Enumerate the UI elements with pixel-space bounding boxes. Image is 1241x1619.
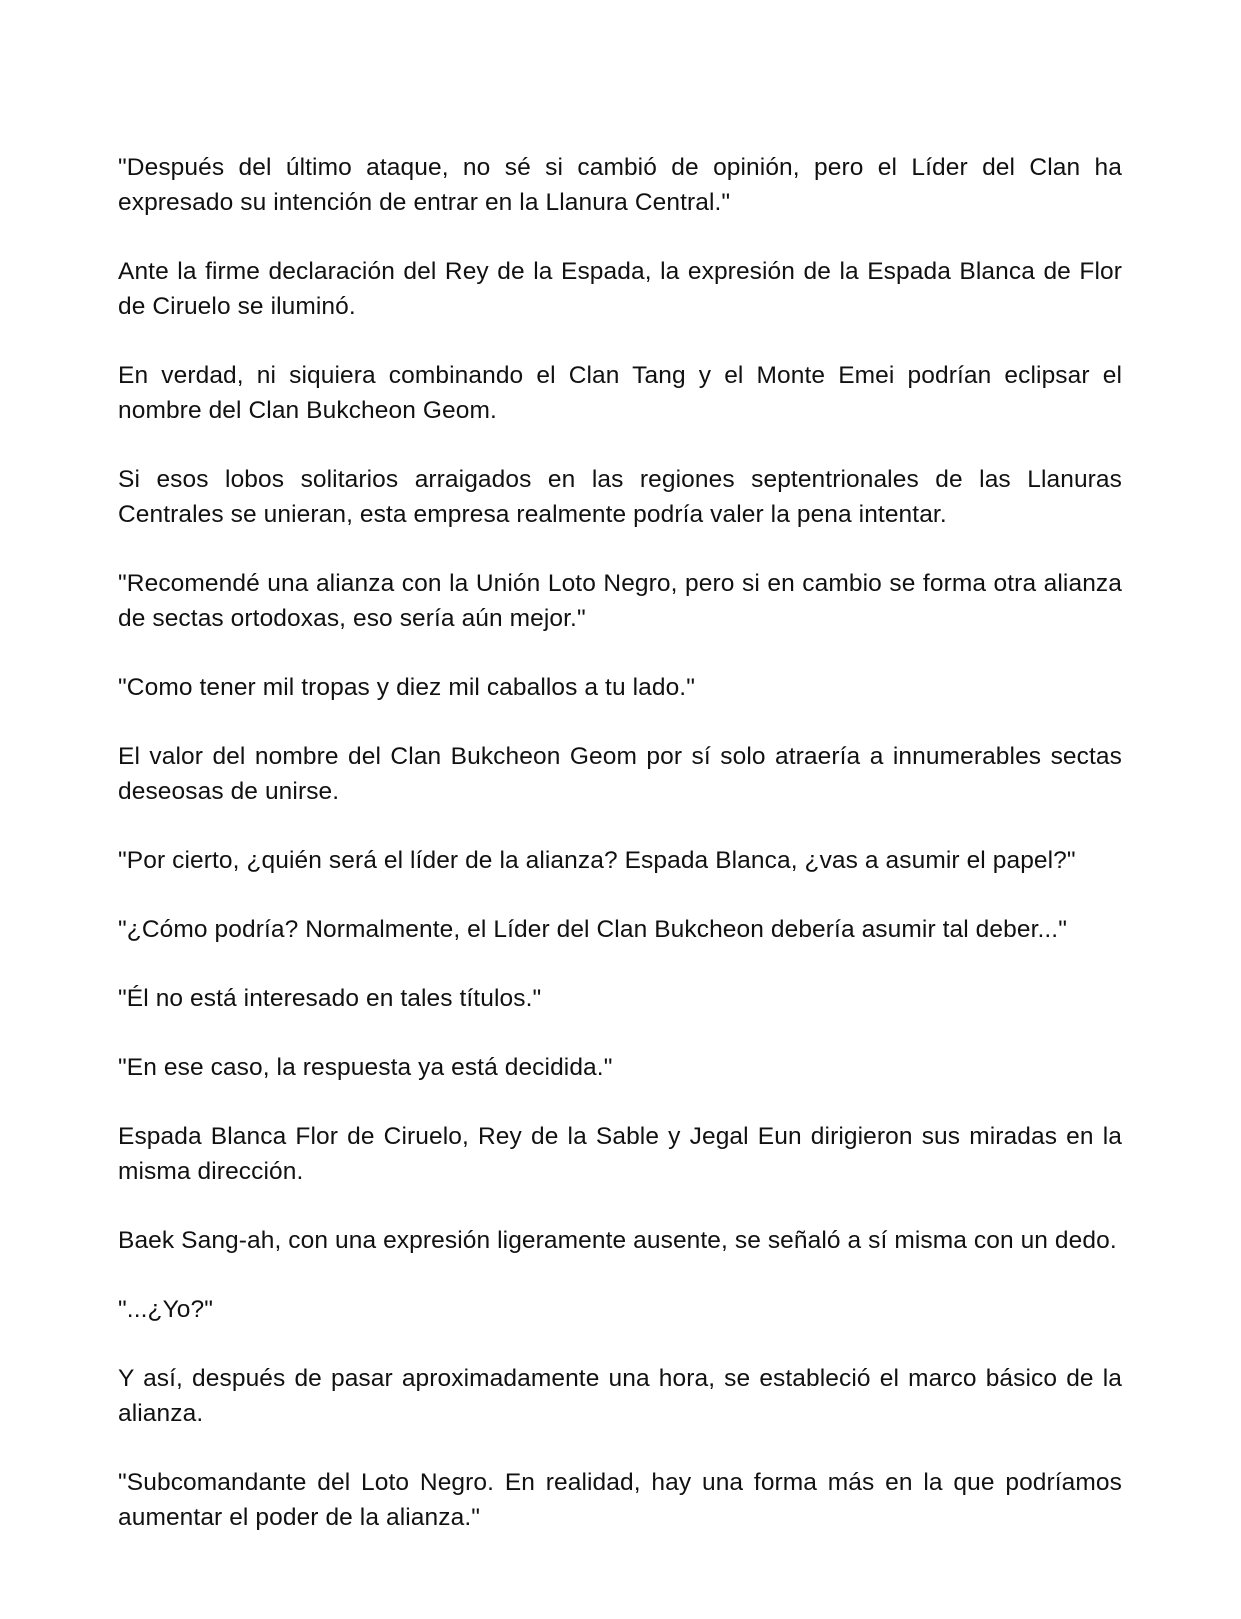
paragraph: "Después del último ataque, no sé si cambió de opinión, pero el Líder del Clan ha expresado su intención de entrar en la Llanura Central.": [118, 154, 1122, 216]
paragraph: "Por cierto, ¿quién será el líder de la alianza? Espada Blanca, ¿vas a asumir el papel?": [118, 847, 1076, 874]
paragraph: En verdad, ni siquiera combinando el Clan Tang y el Monte Emei podrían eclipsar el nombre del Clan Bukcheon Geom.: [118, 362, 1122, 424]
paragraph: Baek Sang-ah, con una expresión ligeramente ausente, se señaló a sí misma con un dedo.: [118, 1227, 1117, 1254]
paragraph: El valor del nombre del Clan Bukcheon Geom por sí solo atraería a innumerables sectas deseosas de unirse.: [118, 743, 1122, 805]
paragraph: "Subcomandante del Loto Negro. En realidad, hay una forma más en la que podríamos aumentar el poder de la alianza.": [118, 1469, 1122, 1531]
document-body: [118, 150, 1122, 1569]
paragraph: "En ese caso, la respuesta ya está decidida.": [118, 1054, 613, 1081]
paragraph: "¿Cómo podría? Normalmente, el Líder del Clan Bukcheon debería asumir tal deber...": [118, 916, 1068, 943]
paragraph: "Como tener mil tropas y diez mil caballos a tu lado.": [118, 674, 696, 701]
paragraph: Ante la firme declaración del Rey de la Espada, la expresión de la Espada Blanca de Flor de Ciruelo se iluminó.: [118, 258, 1122, 320]
paragraph: "Recomendé una alianza con la Unión Loto Negro, pero si en cambio se forma otra alianza de sectas ortodoxas, eso sería aún mejor.": [118, 570, 1122, 632]
paragraph: Y así, después de pasar aproximadamente una hora, se estableció el marco básico de la alianza.: [118, 1365, 1122, 1427]
paragraph: "Él no está interesado en tales títulos.": [118, 985, 542, 1012]
paragraph: Espada Blanca Flor de Ciruelo, Rey de la Sable y Jegal Eun dirigieron sus miradas en la misma dirección.: [118, 1123, 1122, 1185]
paragraph: "...¿Yo?": [118, 1296, 214, 1323]
paragraph: Si esos lobos solitarios arraigados en las regiones septentrionales de las Llanuras Centrales se unieran, esta empresa realmente podría valer la pena intentar.: [118, 466, 1122, 528]
